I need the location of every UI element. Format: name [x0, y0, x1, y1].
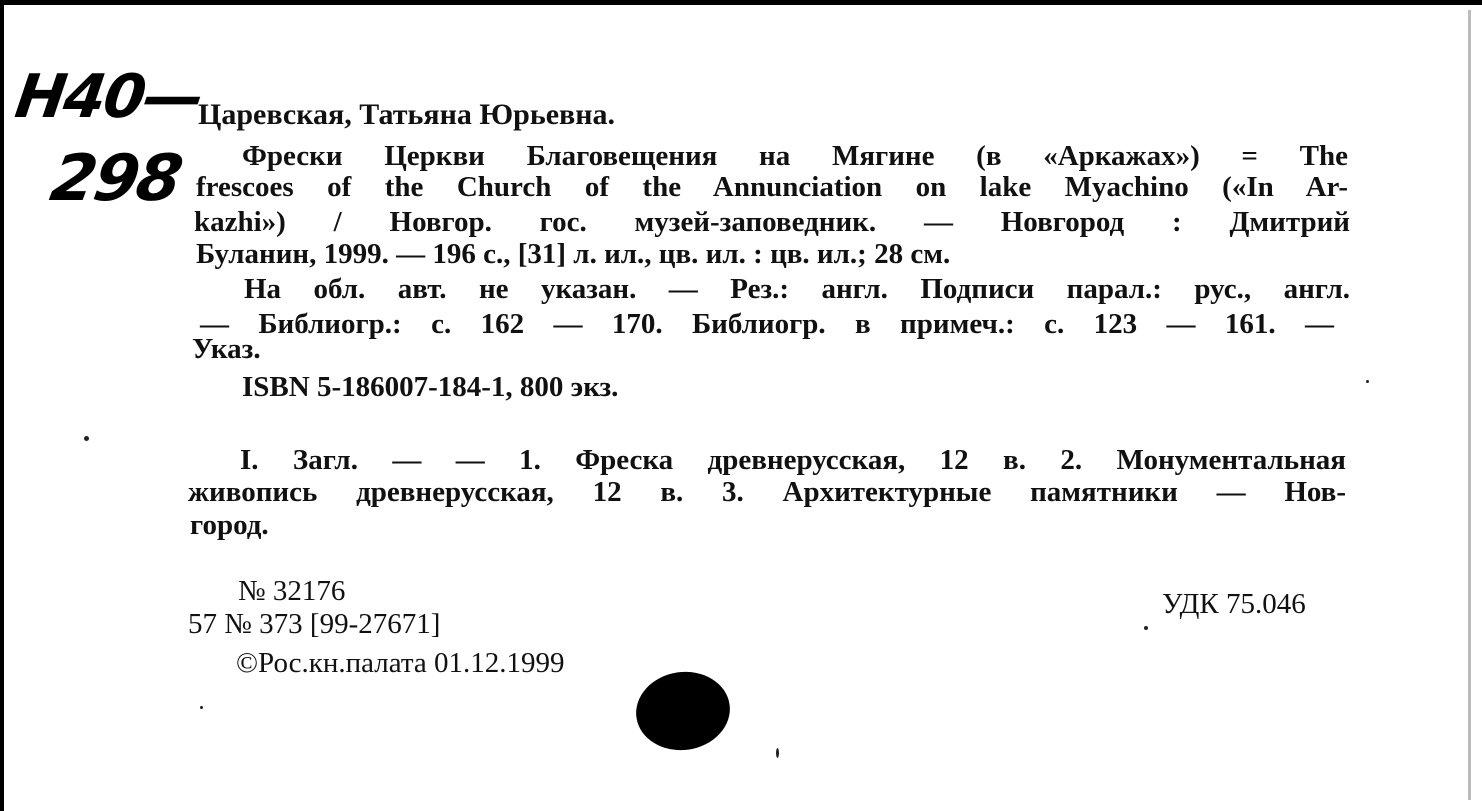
author-heading: Царевская, Татьяна Юрьевна. [198, 98, 616, 131]
scan-edge-left [0, 0, 4, 811]
scan-edge-right [1468, 10, 1471, 800]
handwritten-shelfmark-top: Н40— [11, 62, 207, 132]
subjects-line: город. [190, 509, 269, 541]
scan-speck [776, 748, 779, 758]
scan-speck [200, 706, 203, 709]
notes-line: На обл. авт. не указан. — Рез.: англ. Подписи парал.: рус., англ. [244, 273, 1350, 305]
description-line: kazhi») / Новгор. гос. музей-заповедник. — Новгород : Дмитрий [194, 206, 1350, 238]
ink-blot [631, 666, 735, 756]
notes-line: Указ. [192, 333, 261, 365]
description-line: Буланин, 1999. — 196 с., [31] л. ил., цв. ил. : цв. ил.; 28 см. [196, 238, 951, 270]
description-line: Фрески Церкви Благовещения на Мягине (в «Аркажах») = The [242, 140, 1348, 172]
record-number-secondary: 57 № 373 [99-27671] [188, 608, 441, 640]
scan-speck [1366, 380, 1369, 383]
subjects-line: I. Загл. — — 1. Фреска древнерусская, 12 в. 2. Монументальная [240, 444, 1346, 476]
notes-line: — Библиогр.: с. 162 — 170. Библиогр. в примеч.: с. 123 — 161. — [200, 308, 1334, 340]
scan-speck [1144, 626, 1148, 630]
handwritten-shelfmark-bottom: 298 [45, 142, 187, 216]
scan-speck [84, 436, 89, 441]
copyright-line: ©Рос.кн.палата 01.12.1999 [236, 647, 565, 679]
description-line: frescoes of the Church of the Annunciation on lake Myachino («In Ar- [196, 171, 1348, 203]
subjects-line: живопись древнерусская, 12 в. 3. Архитектурные памятники — Нов- [188, 476, 1346, 508]
isbn-line: ISBN 5-186007-184-1, 800 экз. [242, 371, 619, 403]
udk-code: УДК 75.046 [1162, 588, 1306, 620]
record-number: № 32176 [238, 575, 346, 607]
scan-edge-top [0, 0, 1482, 5]
